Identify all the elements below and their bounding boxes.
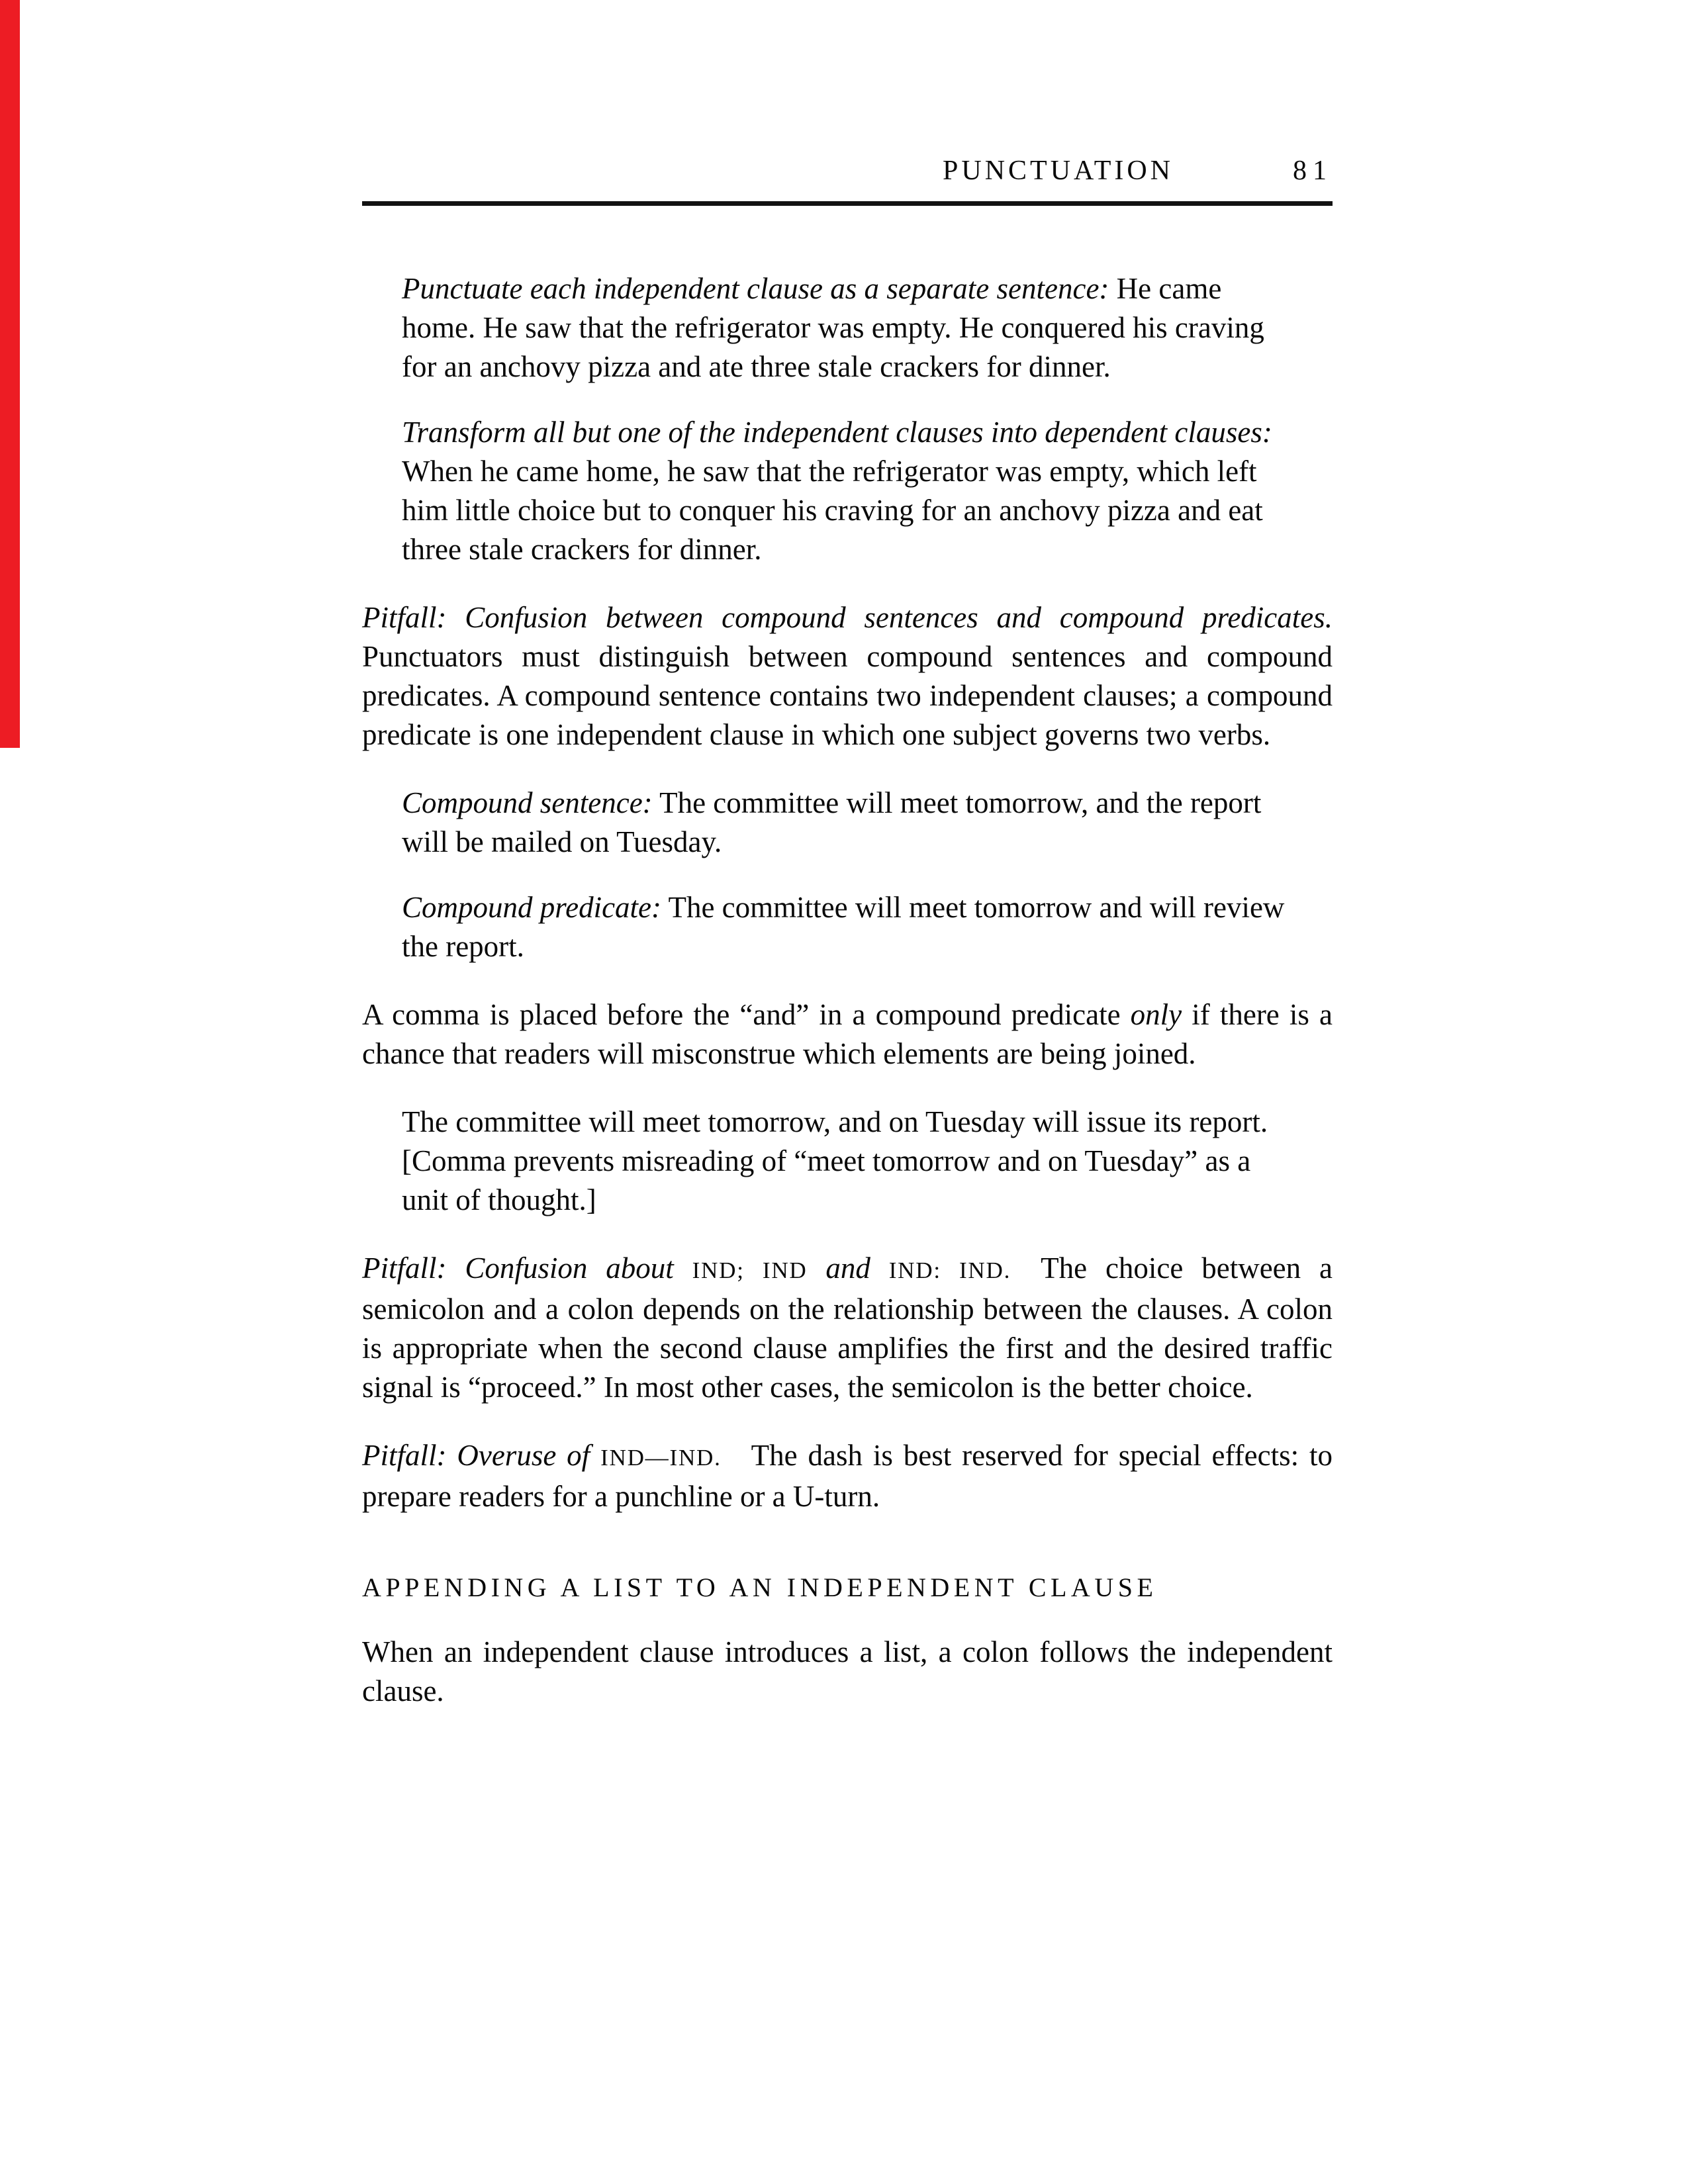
running-head bbox=[362, 0, 1333, 185]
text-run-roman: [Comma prevents misreading of “meet tomorrow and on Tuesday” as a unit of thought.] bbox=[402, 1144, 1251, 1216]
section-heading bbox=[362, 1572, 1333, 1604]
text-run-italic: and bbox=[807, 1251, 889, 1285]
example-block bbox=[402, 784, 1333, 862]
text-run-roman: When an independent clause introduces a list, a colon follows the independent clause. bbox=[362, 1635, 1333, 1707]
text-run-roman: When he came home, he saw that the refrigerator was empty, which left him little choice but to conquer his craving for an anchovy pizza and eat three stale crackers for dinner. bbox=[402, 455, 1263, 566]
example-block bbox=[402, 269, 1333, 387]
text-run-italic: Compound predicate: bbox=[402, 891, 662, 924]
text-run-italic: Punctuate each independent clause as a separate sentence: bbox=[402, 272, 1109, 305]
text-run-italic: Transform all but one of the independent clauses into dependent clauses: bbox=[402, 416, 1272, 449]
running-head-title: PUNCTUATION bbox=[943, 156, 1174, 186]
body-paragraph bbox=[362, 995, 1333, 1073]
text-run-italic: Pitfall: Confusion about bbox=[362, 1251, 692, 1285]
body-paragraph bbox=[362, 1633, 1333, 1711]
text-run-smallcaps: IND—IND. bbox=[600, 1445, 722, 1471]
text-run-roman: He came home. He saw that the refrigerator was empty. He conquered his craving for an anchovy pizza and ate three stale crackers for dinner. bbox=[402, 272, 1264, 383]
text-run-italic: Pitfall: Confusion between compound sentences and compound predicates. bbox=[362, 601, 1333, 634]
example-block bbox=[402, 1103, 1333, 1220]
page-body bbox=[362, 269, 1333, 1711]
red-bookmark-strip bbox=[0, 0, 20, 748]
text-run-italic: Pitfall: Overuse of bbox=[362, 1439, 601, 1472]
body-paragraph bbox=[362, 1436, 1333, 1516]
body-paragraph bbox=[362, 1249, 1333, 1407]
text-run-roman: The choice between a semicolon and a colon depends on the relationship between the clauses. A colon is appropriate when the second clause amplifies the first and the desired traffic signal is “proceed.” In most other cases, the semicolon is the better choice. bbox=[362, 1251, 1333, 1404]
text-run-smallcaps: IND; IND bbox=[692, 1257, 808, 1283]
text-run-roman: APPENDING A LIST TO AN INDEPENDENT CLAUSE bbox=[362, 1572, 1158, 1602]
body-paragraph bbox=[362, 598, 1333, 754]
text-run-roman: if there is a chance that readers will misconstrue which elements are being joined. bbox=[362, 998, 1333, 1070]
text-run-roman: The dash is best reserved for special effects: to prepare readers for a punchline or a U-turn. bbox=[362, 1439, 1333, 1513]
text-run-roman: A comma is placed before the “and” in a compound predicate bbox=[362, 998, 1131, 1031]
page-number: 81 bbox=[1293, 156, 1333, 186]
text-run-italic: Compound sentence: bbox=[402, 786, 653, 819]
text-run-roman: The committee will meet tomorrow, and the report will be mailed on Tuesday. bbox=[402, 786, 1262, 858]
example-block bbox=[402, 413, 1333, 569]
header-rule bbox=[362, 201, 1333, 206]
text-run-smallcaps: IND: IND. bbox=[888, 1257, 1011, 1283]
text-run-italic: only bbox=[1130, 998, 1182, 1031]
text-run-roman: The committee will meet tomorrow and will review the report. bbox=[402, 891, 1285, 963]
text-run-roman: Punctuators must distinguish between compound sentences and compound predicates. A compound sentence contains two independent clauses; a compound predicate is one independent clause in which one subject governs two verbs. bbox=[362, 640, 1333, 751]
page-column bbox=[362, 0, 1333, 1740]
text-run-roman: The committee will meet tomorrow, and on Tuesday will issue its report. bbox=[402, 1105, 1268, 1138]
example-block bbox=[402, 888, 1333, 966]
